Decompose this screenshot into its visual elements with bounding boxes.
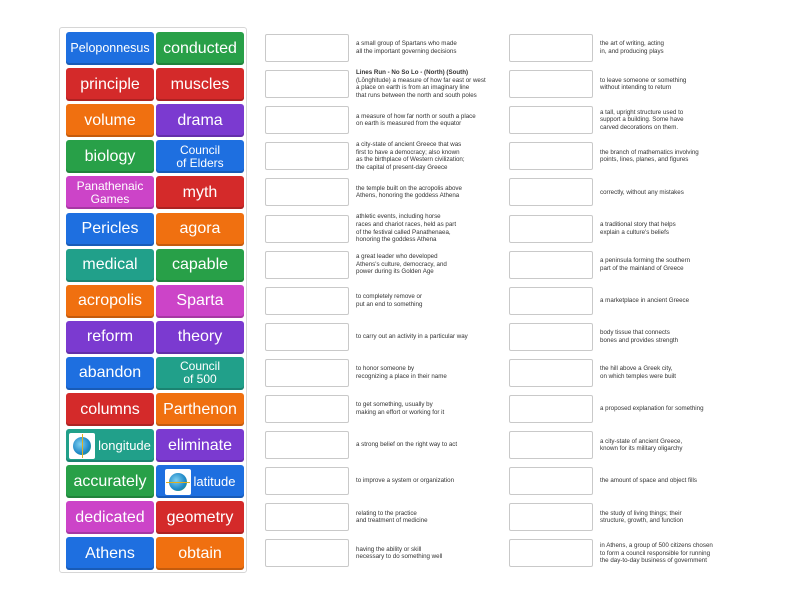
word-tile[interactable]: conducted bbox=[156, 32, 244, 65]
answer-slot-right[interactable] bbox=[509, 323, 593, 351]
answer-slot-left[interactable] bbox=[265, 287, 349, 315]
definition-text-right: the branch of mathematics involving points, lines, planes, and figures bbox=[600, 148, 699, 164]
globe-latitude-icon bbox=[165, 469, 191, 495]
word-bank bbox=[59, 27, 247, 573]
answer-slot-left[interactable] bbox=[265, 142, 349, 170]
answer-slot-right[interactable] bbox=[509, 503, 593, 531]
answer-slot-left[interactable] bbox=[265, 539, 349, 567]
word-tile[interactable]: reform bbox=[66, 321, 154, 354]
globe-longitude-icon bbox=[69, 433, 95, 459]
word-tile[interactable]: Council of 500 bbox=[156, 357, 244, 390]
definition-text-left: a great leader who developed Athens's culture, democracy, and power during its Golden Age bbox=[356, 253, 447, 276]
definition-text-right: the amount of space and object fills bbox=[600, 477, 697, 485]
word-tile[interactable]: eliminate bbox=[156, 429, 244, 462]
word-tile[interactable]: geometry bbox=[156, 501, 244, 534]
answer-slot-right[interactable] bbox=[509, 142, 593, 170]
answer-slot-left[interactable] bbox=[265, 359, 349, 387]
definition-text-right: in Athens, a group of 500 citizens chosen to form a council responsible for running the day-to-day business of government bbox=[600, 542, 713, 565]
word-tile[interactable] bbox=[66, 429, 154, 462]
answer-slot-left[interactable] bbox=[265, 215, 349, 243]
definition-text-right: the study of living things; their structure, growth, and function bbox=[600, 509, 684, 525]
definition-text-left: having the ability or skill necessary to do something well bbox=[356, 545, 443, 561]
definition-text-left: a small group of Spartans who made all the important governing decisions bbox=[356, 40, 457, 55]
definition-text-left: athletic events, including horse races and chariot races, held as part of the festival called Panathenaea, honoring the goddess Athena bbox=[356, 213, 457, 244]
word-tile[interactable]: accurately bbox=[66, 465, 154, 498]
definition-text-left: a measure of how far north or south a place on earth is measured from the equator bbox=[356, 112, 476, 128]
answer-slot-left[interactable] bbox=[265, 251, 349, 279]
definition-text-right: a proposed explanation for something bbox=[600, 405, 704, 413]
answer-slot-right[interactable] bbox=[509, 287, 593, 315]
word-tile[interactable]: biology bbox=[66, 140, 154, 173]
definition-text-right: body tissue that connects bones and provides strength bbox=[600, 329, 679, 344]
definition-text-left: to honor someone by recognizing a place in their name bbox=[356, 365, 447, 380]
answer-slot-left[interactable] bbox=[265, 106, 349, 134]
word-tile[interactable]: acropolis bbox=[66, 285, 154, 318]
definition-text-left: a city-state of ancient Greece that was first to have a democracy; also known as the birthplace of Western civilization; the capital of present-day Greece bbox=[356, 141, 465, 171]
answer-slot-right[interactable] bbox=[509, 34, 593, 62]
word-tile[interactable]: muscles bbox=[156, 68, 244, 101]
definition-text-left: a strong belief on the right way to act bbox=[356, 441, 458, 449]
word-tile[interactable]: Panathenaic Games bbox=[66, 176, 154, 209]
answer-slot-right[interactable] bbox=[509, 539, 593, 567]
definition-text-left: to carry out an activity in a particular way bbox=[356, 333, 468, 340]
word-tile[interactable]: principle bbox=[66, 68, 154, 101]
answer-slot-right[interactable] bbox=[509, 467, 593, 495]
word-tile[interactable]: Parthenon bbox=[156, 393, 244, 426]
word-tile[interactable]: Council of Elders bbox=[156, 140, 244, 173]
word-tile-label: longitude bbox=[98, 438, 151, 454]
definition-text-right: correctly, without any mistakes bbox=[600, 188, 684, 196]
answer-slot-right[interactable] bbox=[509, 215, 593, 243]
word-tile-label: latitude bbox=[193, 474, 236, 490]
answer-slot-left[interactable] bbox=[265, 503, 349, 531]
definition-text-left: the temple built on the acropolis above Athens, honoring the goddess Athena bbox=[356, 184, 462, 200]
word-tile[interactable]: dedicated bbox=[66, 501, 154, 534]
word-tile[interactable]: Sparta bbox=[156, 285, 244, 318]
word-tile[interactable]: capable bbox=[156, 249, 244, 282]
word-tile[interactable]: agora bbox=[156, 213, 244, 246]
longitude-mnemonic: Lines Run - No So Lo - (North) (South) bbox=[356, 68, 469, 76]
answer-slot-right[interactable] bbox=[509, 251, 593, 279]
answer-slot-left[interactable] bbox=[265, 178, 349, 206]
answer-slot-left[interactable] bbox=[265, 467, 349, 495]
word-tile[interactable]: theory bbox=[156, 321, 244, 354]
word-tile[interactable]: Pericles bbox=[66, 213, 154, 246]
definition-text-left: to get something, usually by making an effort or working for it bbox=[356, 401, 445, 416]
definition-text-right: a city-state of ancient Greece, known for its military oligarchy bbox=[600, 437, 683, 453]
word-tile[interactable]: medical bbox=[66, 249, 154, 282]
definition-text-right: to leave someone or something without intending to return bbox=[600, 76, 687, 92]
answer-slot-left[interactable] bbox=[265, 395, 349, 423]
word-tile[interactable]: myth bbox=[156, 176, 244, 209]
answer-slot-left[interactable] bbox=[265, 70, 349, 98]
word-tile[interactable]: abandon bbox=[66, 357, 154, 390]
definition-text-left: relating to the practice and treatment of medicine bbox=[356, 509, 428, 525]
answer-slot-right[interactable] bbox=[509, 70, 593, 98]
definition-text-left: to completely remove or put an end to something bbox=[356, 293, 423, 308]
answer-slot-right[interactable] bbox=[509, 178, 593, 206]
definition-text-right: a traditional story that helps explain a culture's beliefs bbox=[600, 220, 676, 236]
answer-slot-left[interactable] bbox=[265, 431, 349, 459]
definition-text-right: the hill above a Greek city, on which temples were built bbox=[600, 365, 677, 380]
answer-slot-right[interactable] bbox=[509, 431, 593, 459]
answer-slot-right[interactable] bbox=[509, 395, 593, 423]
definition-text-right: the art of writing, acting in, and producing plays bbox=[600, 40, 664, 55]
answer-slot-left[interactable] bbox=[265, 34, 349, 62]
answer-slot-right[interactable] bbox=[509, 106, 593, 134]
definition-text-right: a marketplace in ancient Greece bbox=[600, 296, 690, 304]
word-tile[interactable]: obtain bbox=[156, 537, 244, 570]
word-tile[interactable] bbox=[156, 465, 244, 498]
answer-slot-left[interactable] bbox=[265, 323, 349, 351]
definition-text-left: to improve a system or organization bbox=[356, 477, 455, 485]
word-tile[interactable]: Athens bbox=[66, 537, 154, 570]
definition-text-right: a peninsula forming the southern part of the mainland of Greece bbox=[600, 257, 691, 272]
word-tile[interactable]: volume bbox=[66, 104, 154, 137]
answer-slot-right[interactable] bbox=[509, 359, 593, 387]
definition-text-right: a tall, upright structure used to support a building. Some have carved decorations on them. bbox=[600, 108, 684, 131]
word-tile[interactable]: drama bbox=[156, 104, 244, 137]
definition-text-left: Lines Run - No So Lo - (North) (South) (Lŏnghitude) a measure of how far east or west a place on earth is from an imaginary line that runs between the north and south poles bbox=[356, 68, 486, 99]
word-tile[interactable]: Peloponnesus bbox=[66, 32, 154, 65]
word-tile[interactable]: columns bbox=[66, 393, 154, 426]
